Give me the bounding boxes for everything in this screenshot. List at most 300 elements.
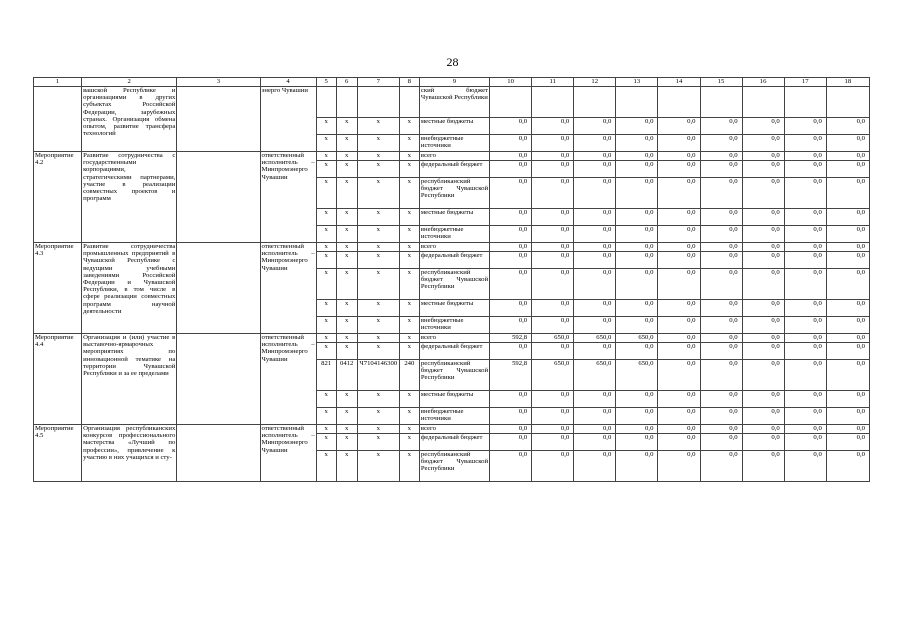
year-value-12: 0,0 bbox=[574, 300, 616, 317]
year-value-13: 0,0 bbox=[616, 451, 658, 482]
year-value-17: 0,0 bbox=[784, 434, 826, 451]
year-value-10: 0,0 bbox=[490, 391, 532, 408]
column-header-7: 7 bbox=[357, 78, 399, 87]
column-header-9: 9 bbox=[419, 78, 489, 87]
activity-description: Организация республиканских конкурсов профессионального мастерства «Лучший по профессии», привлечение к участию в них учащихся и сту- bbox=[82, 425, 177, 482]
funding-source: ский бюджет Чувашской Республики bbox=[419, 87, 489, 118]
expense-type-code: x bbox=[399, 408, 419, 425]
activity-label: Мероприятие 4.2 bbox=[34, 152, 82, 243]
table-row bbox=[34, 243, 870, 252]
column-header-15: 15 bbox=[700, 78, 742, 87]
year-value-16: 0,0 bbox=[742, 408, 784, 425]
grbs-code: x bbox=[316, 343, 336, 360]
target-article-code: x bbox=[357, 118, 399, 135]
year-value-18: 0,0 bbox=[826, 434, 869, 451]
year-value-10: 0,0 bbox=[490, 269, 532, 300]
year-value-15: 0,0 bbox=[700, 391, 742, 408]
column-header-16: 16 bbox=[742, 78, 784, 87]
expense-type-code: x bbox=[399, 317, 419, 334]
year-value-14: 0,0 bbox=[658, 317, 700, 334]
year-value-11: 0,0 bbox=[532, 152, 574, 161]
grbs-code: x bbox=[316, 252, 336, 269]
year-value-13: 650,0 bbox=[616, 334, 658, 343]
year-value-15: 0,0 bbox=[700, 343, 742, 360]
grbs-code: x bbox=[316, 209, 336, 226]
year-value-11: 650,0 bbox=[532, 334, 574, 343]
year-value-14: 0,0 bbox=[658, 252, 700, 269]
year-value-18: 0,0 bbox=[826, 118, 869, 135]
section-code: x bbox=[336, 226, 357, 243]
year-value-13: 0,0 bbox=[616, 178, 658, 209]
year-value-12: 0,0 bbox=[574, 118, 616, 135]
expense-type-code: x bbox=[399, 161, 419, 178]
year-value-15: 0,0 bbox=[700, 118, 742, 135]
target-article-code: x bbox=[357, 425, 399, 434]
expense-type-code: x bbox=[399, 152, 419, 161]
activity-description: Развитие сотрудничества промышленных предприятий в Чувашской Республике с ведущими учебными заведениями Российской Федерации и Чувашской Республики, в том числе в сфере реализации совместных программ научной деятельности bbox=[82, 243, 177, 334]
section-code: x bbox=[336, 252, 357, 269]
year-value-15: 0,0 bbox=[700, 178, 742, 209]
section-code: x bbox=[336, 118, 357, 135]
grbs-code bbox=[316, 87, 336, 118]
year-value-12: 0,0 bbox=[574, 451, 616, 482]
funding-source: всего bbox=[419, 152, 489, 161]
year-value-16: 0,0 bbox=[742, 252, 784, 269]
year-value-13: 0,0 bbox=[616, 243, 658, 252]
year-value-10: 0,0 bbox=[490, 434, 532, 451]
expense-type-code: x bbox=[399, 226, 419, 243]
year-value-15: 0,0 bbox=[700, 317, 742, 334]
year-value-18: 0,0 bbox=[826, 178, 869, 209]
funding-source: внебюджетные источники bbox=[419, 408, 489, 425]
year-value-18: 0,0 bbox=[826, 152, 869, 161]
year-value-15: 0,0 bbox=[700, 135, 742, 152]
grbs-code: x bbox=[316, 135, 336, 152]
section-code: x bbox=[336, 408, 357, 425]
column-header-3: 3 bbox=[177, 78, 260, 87]
expense-type-code: x bbox=[399, 252, 419, 269]
year-value-13: 0,0 bbox=[616, 161, 658, 178]
year-value-13: 650,0 bbox=[616, 360, 658, 391]
funding-source: республиканский бюджет Чувашской Республики bbox=[419, 451, 489, 482]
expense-type-code: x bbox=[399, 425, 419, 434]
year-value-14: 0,0 bbox=[658, 118, 700, 135]
funding-source: местные бюджеты bbox=[419, 391, 489, 408]
target-article-code: x bbox=[357, 408, 399, 425]
year-value-12: 0,0 bbox=[574, 391, 616, 408]
year-value-12: 0,0 bbox=[574, 269, 616, 300]
year-value-12 bbox=[574, 87, 616, 118]
year-value-11: 0,0 bbox=[532, 226, 574, 243]
column-header-11: 11 bbox=[532, 78, 574, 87]
section-code: x bbox=[336, 434, 357, 451]
funding-source: всего bbox=[419, 243, 489, 252]
section-code: x bbox=[336, 152, 357, 161]
year-value-10: 0,0 bbox=[490, 118, 532, 135]
column-header-13: 13 bbox=[616, 78, 658, 87]
year-value-11: 0,0 bbox=[532, 451, 574, 482]
year-value-18: 0,0 bbox=[826, 425, 869, 434]
year-value-11: 650,0 bbox=[532, 360, 574, 391]
year-value-17: 0,0 bbox=[784, 252, 826, 269]
year-value-13: 0,0 bbox=[616, 434, 658, 451]
grbs-code: x bbox=[316, 269, 336, 300]
year-value-18: 0,0 bbox=[826, 300, 869, 317]
year-value-18: 0,0 bbox=[826, 269, 869, 300]
year-value-13 bbox=[616, 87, 658, 118]
activity-description: Организация и (или) участие в выставочно-ярмарочных мероприятиях по инновационной тематике на территории Чувашской Республики и за ее пределами bbox=[82, 334, 177, 425]
year-value-15: 0,0 bbox=[700, 425, 742, 434]
year-value-12: 0,0 bbox=[574, 252, 616, 269]
year-value-16: 0,0 bbox=[742, 269, 784, 300]
year-value-15: 0,0 bbox=[700, 434, 742, 451]
expense-type-code bbox=[399, 87, 419, 118]
year-value-12: 0,0 bbox=[574, 243, 616, 252]
expense-type-code: x bbox=[399, 334, 419, 343]
target-article-code: x bbox=[357, 252, 399, 269]
year-value-10: 592,8 bbox=[490, 360, 532, 391]
year-value-17: 0,0 bbox=[784, 391, 826, 408]
year-value-18: 0,0 bbox=[826, 360, 869, 391]
year-value-14: 0,0 bbox=[658, 425, 700, 434]
grbs-code: x bbox=[316, 334, 336, 343]
year-value-12: 0,0 bbox=[574, 161, 616, 178]
year-value-16: 0,0 bbox=[742, 334, 784, 343]
section-code: x bbox=[336, 300, 357, 317]
year-value-12: 0,0 bbox=[574, 152, 616, 161]
year-value-18: 0,0 bbox=[826, 408, 869, 425]
section-code: x bbox=[336, 317, 357, 334]
section-code: x bbox=[336, 209, 357, 226]
funding-source: внебюджетные источники bbox=[419, 317, 489, 334]
responsible-executor: ответственный исполнитель – Минпромэнерго Чувашии bbox=[260, 334, 316, 425]
year-value-16: 0,0 bbox=[742, 135, 784, 152]
table-row bbox=[34, 152, 870, 161]
year-value-10: 0,0 bbox=[490, 451, 532, 482]
year-value-18: 0,0 bbox=[826, 451, 869, 482]
year-value-11: 0,0 bbox=[532, 161, 574, 178]
funding-source: федеральный бюджет bbox=[419, 252, 489, 269]
target-article-code: x bbox=[357, 334, 399, 343]
year-value-11: 0,0 bbox=[532, 343, 574, 360]
funding-source: федеральный бюджет bbox=[419, 343, 489, 360]
year-value-10: 592,8 bbox=[490, 334, 532, 343]
target-article-code: x bbox=[357, 269, 399, 300]
year-value-14: 0,0 bbox=[658, 360, 700, 391]
target-article-code: x bbox=[357, 243, 399, 252]
header-row bbox=[34, 78, 870, 87]
year-value-17: 0,0 bbox=[784, 209, 826, 226]
responsible-executor: энерго Чувашии bbox=[260, 87, 316, 152]
grbs-code: x bbox=[316, 152, 336, 161]
year-value-11: 0,0 bbox=[532, 269, 574, 300]
year-value-12: 0,0 bbox=[574, 425, 616, 434]
grbs-code: x bbox=[316, 226, 336, 243]
year-value-14: 0,0 bbox=[658, 269, 700, 300]
responsible-executor: ответственный исполнитель – Минпромэнерго Чувашии bbox=[260, 243, 316, 334]
year-value-11: 0,0 bbox=[532, 300, 574, 317]
participant-cell bbox=[177, 243, 260, 334]
year-value-13: 0,0 bbox=[616, 425, 658, 434]
year-value-16: 0,0 bbox=[742, 317, 784, 334]
year-value-11: 0,0 bbox=[532, 178, 574, 209]
participant-cell bbox=[177, 152, 260, 243]
expense-type-code: x bbox=[399, 434, 419, 451]
target-article-code: x bbox=[357, 226, 399, 243]
year-value-17: 0,0 bbox=[784, 243, 826, 252]
year-value-11: 0,0 bbox=[532, 391, 574, 408]
expense-type-code: x bbox=[399, 178, 419, 209]
year-value-15 bbox=[700, 87, 742, 118]
year-value-17: 0,0 bbox=[784, 425, 826, 434]
target-article-code: Ч7104146300 bbox=[357, 360, 399, 391]
section-code: x bbox=[336, 391, 357, 408]
year-value-15: 0,0 bbox=[700, 269, 742, 300]
expense-type-code: x bbox=[399, 118, 419, 135]
activity-label: Мероприятие 4.3 bbox=[34, 243, 82, 334]
year-value-13: 0,0 bbox=[616, 135, 658, 152]
year-value-15: 0,0 bbox=[700, 300, 742, 317]
year-value-11: 0,0 bbox=[532, 425, 574, 434]
year-value-14: 0,0 bbox=[658, 434, 700, 451]
year-value-12: 0,0 bbox=[574, 343, 616, 360]
year-value-10 bbox=[490, 87, 532, 118]
year-value-12: 650,0 bbox=[574, 360, 616, 391]
section-code: x bbox=[336, 243, 357, 252]
year-value-17 bbox=[784, 87, 826, 118]
budget-table bbox=[33, 77, 870, 482]
target-article-code: x bbox=[357, 161, 399, 178]
year-value-17: 0,0 bbox=[784, 178, 826, 209]
column-header-18: 18 bbox=[826, 78, 869, 87]
column-header-5: 5 bbox=[316, 78, 336, 87]
year-value-14: 0,0 bbox=[658, 135, 700, 152]
funding-source: внебюджетные источники bbox=[419, 135, 489, 152]
year-value-14: 0,0 bbox=[658, 161, 700, 178]
year-value-14: 0,0 bbox=[658, 334, 700, 343]
year-value-11: 0,0 bbox=[532, 317, 574, 334]
year-value-15: 0,0 bbox=[700, 152, 742, 161]
year-value-18: 0,0 bbox=[826, 135, 869, 152]
section-code: x bbox=[336, 135, 357, 152]
year-value-16: 0,0 bbox=[742, 243, 784, 252]
year-value-13: 0,0 bbox=[616, 209, 658, 226]
year-value-15: 0,0 bbox=[700, 451, 742, 482]
expense-type-code: x bbox=[399, 209, 419, 226]
year-value-12: 0,0 bbox=[574, 135, 616, 152]
year-value-11: 0,0 bbox=[532, 408, 574, 425]
year-value-16: 0,0 bbox=[742, 425, 784, 434]
table-row bbox=[34, 87, 870, 118]
expense-type-code: 240 bbox=[399, 360, 419, 391]
year-value-14: 0,0 bbox=[658, 391, 700, 408]
year-value-16: 0,0 bbox=[742, 434, 784, 451]
activity-label: Мероприятие 4.4 bbox=[34, 334, 82, 425]
funding-source: местные бюджеты bbox=[419, 118, 489, 135]
year-value-10: 0,0 bbox=[490, 425, 532, 434]
funding-source: внебюджетные источники bbox=[419, 226, 489, 243]
year-value-16: 0,0 bbox=[742, 178, 784, 209]
year-value-15: 0,0 bbox=[700, 243, 742, 252]
column-header-10: 10 bbox=[490, 78, 532, 87]
year-value-10: 0,0 bbox=[490, 317, 532, 334]
grbs-code: x bbox=[316, 161, 336, 178]
target-article-code: x bbox=[357, 391, 399, 408]
year-value-13: 0,0 bbox=[616, 226, 658, 243]
year-value-10: 0,0 bbox=[490, 209, 532, 226]
activity-label bbox=[34, 87, 82, 152]
year-value-12: 0,0 bbox=[574, 226, 616, 243]
year-value-14 bbox=[658, 87, 700, 118]
year-value-14: 0,0 bbox=[658, 209, 700, 226]
participant-cell bbox=[177, 334, 260, 425]
column-header-2: 2 bbox=[82, 78, 177, 87]
target-article-code bbox=[357, 87, 399, 118]
year-value-16: 0,0 bbox=[742, 152, 784, 161]
grbs-code: x bbox=[316, 317, 336, 334]
year-value-15: 0,0 bbox=[700, 408, 742, 425]
year-value-11: 0,0 bbox=[532, 243, 574, 252]
year-value-18: 0,0 bbox=[826, 209, 869, 226]
target-article-code: x bbox=[357, 209, 399, 226]
year-value-14: 0,0 bbox=[658, 226, 700, 243]
year-value-13: 0,0 bbox=[616, 152, 658, 161]
year-value-18: 0,0 bbox=[826, 161, 869, 178]
grbs-code: x bbox=[316, 434, 336, 451]
year-value-13: 0,0 bbox=[616, 252, 658, 269]
year-value-14: 0,0 bbox=[658, 152, 700, 161]
year-value-17: 0,0 bbox=[784, 135, 826, 152]
year-value-17: 0,0 bbox=[784, 408, 826, 425]
year-value-10: 0,0 bbox=[490, 343, 532, 360]
activity-description: вашской Республике и организациями в других субъектах Российской Федерации, зарубежных странах. Организация обмена опытом, развитие трансфера технологий bbox=[82, 87, 177, 152]
target-article-code: x bbox=[357, 135, 399, 152]
funding-source: всего bbox=[419, 334, 489, 343]
year-value-14: 0,0 bbox=[658, 243, 700, 252]
year-value-10: 0,0 bbox=[490, 243, 532, 252]
section-code: x bbox=[336, 425, 357, 434]
expense-type-code: x bbox=[399, 300, 419, 317]
year-value-10: 0,0 bbox=[490, 152, 532, 161]
year-value-16 bbox=[742, 87, 784, 118]
year-value-17: 0,0 bbox=[784, 226, 826, 243]
expense-type-code: x bbox=[399, 451, 419, 482]
grbs-code: x bbox=[316, 408, 336, 425]
year-value-10: 0,0 bbox=[490, 252, 532, 269]
year-value-10: 0,0 bbox=[490, 135, 532, 152]
year-value-12: 0,0 bbox=[574, 434, 616, 451]
funding-source: республиканский бюджет Чувашской Республики bbox=[419, 178, 489, 209]
target-article-code: x bbox=[357, 343, 399, 360]
year-value-16: 0,0 bbox=[742, 451, 784, 482]
expense-type-code: x bbox=[399, 135, 419, 152]
year-value-14: 0,0 bbox=[658, 451, 700, 482]
funding-source: местные бюджеты bbox=[419, 209, 489, 226]
section-code: x bbox=[336, 451, 357, 482]
year-value-18: 0,0 bbox=[826, 343, 869, 360]
year-value-18: 0,0 bbox=[826, 391, 869, 408]
column-header-6: 6 bbox=[336, 78, 357, 87]
funding-source: федеральный бюджет bbox=[419, 434, 489, 451]
year-value-10: 0,0 bbox=[490, 408, 532, 425]
responsible-executor: ответственный исполнитель – Минпромэнерго Чувашии bbox=[260, 425, 316, 482]
target-article-code: x bbox=[357, 178, 399, 209]
responsible-executor: ответственный исполнитель – Минпромэнерго Чувашии bbox=[260, 152, 316, 243]
year-value-15: 0,0 bbox=[700, 226, 742, 243]
year-value-18: 0,0 bbox=[826, 317, 869, 334]
target-article-code: x bbox=[357, 434, 399, 451]
year-value-15: 0,0 bbox=[700, 360, 742, 391]
grbs-code: x bbox=[316, 425, 336, 434]
section-code: x bbox=[336, 178, 357, 209]
year-value-17: 0,0 bbox=[784, 269, 826, 300]
page-number: 28 bbox=[446, 55, 459, 69]
grbs-code: 821 bbox=[316, 360, 336, 391]
column-header-8: 8 bbox=[399, 78, 419, 87]
column-header-12: 12 bbox=[574, 78, 616, 87]
year-value-17: 0,0 bbox=[784, 300, 826, 317]
table-row bbox=[34, 425, 870, 434]
year-value-10: 0,0 bbox=[490, 300, 532, 317]
year-value-14: 0,0 bbox=[658, 178, 700, 209]
year-value-11: 0,0 bbox=[532, 252, 574, 269]
target-article-code: x bbox=[357, 300, 399, 317]
year-value-12: 0,0 bbox=[574, 209, 616, 226]
expense-type-code: x bbox=[399, 391, 419, 408]
funding-source: республиканский бюджет Чувашской Республики bbox=[419, 360, 489, 391]
year-value-16: 0,0 bbox=[742, 391, 784, 408]
funding-source: федеральный бюджет bbox=[419, 161, 489, 178]
year-value-16: 0,0 bbox=[742, 343, 784, 360]
section-code: x bbox=[336, 269, 357, 300]
year-value-17: 0,0 bbox=[784, 334, 826, 343]
year-value-16: 0,0 bbox=[742, 226, 784, 243]
table-row bbox=[34, 334, 870, 343]
year-value-13: 0,0 bbox=[616, 118, 658, 135]
year-value-12: 0,0 bbox=[574, 178, 616, 209]
year-value-14: 0,0 bbox=[658, 408, 700, 425]
section-code: 0412 bbox=[336, 360, 357, 391]
year-value-18: 0,0 bbox=[826, 243, 869, 252]
year-value-17: 0,0 bbox=[784, 343, 826, 360]
funding-source: местные бюджеты bbox=[419, 300, 489, 317]
grbs-code: x bbox=[316, 243, 336, 252]
section-code: x bbox=[336, 161, 357, 178]
year-value-18: 0,0 bbox=[826, 252, 869, 269]
year-value-16: 0,0 bbox=[742, 161, 784, 178]
year-value-18 bbox=[826, 87, 869, 118]
year-value-16: 0,0 bbox=[742, 360, 784, 391]
year-value-12: 650,0 bbox=[574, 334, 616, 343]
year-value-16: 0,0 bbox=[742, 300, 784, 317]
grbs-code: x bbox=[316, 118, 336, 135]
year-value-14: 0,0 bbox=[658, 343, 700, 360]
year-value-18: 0,0 bbox=[826, 334, 869, 343]
year-value-12: 0,0 bbox=[574, 408, 616, 425]
year-value-13: 0,0 bbox=[616, 300, 658, 317]
year-value-15: 0,0 bbox=[700, 252, 742, 269]
year-value-11: 0,0 bbox=[532, 118, 574, 135]
column-header-14: 14 bbox=[658, 78, 700, 87]
activity-label: Мероприятие 4.5 bbox=[34, 425, 82, 482]
year-value-11: 0,0 bbox=[532, 209, 574, 226]
year-value-15: 0,0 bbox=[700, 209, 742, 226]
year-value-13: 0,0 bbox=[616, 391, 658, 408]
year-value-13: 0,0 bbox=[616, 343, 658, 360]
year-value-13: 0,0 bbox=[616, 408, 658, 425]
year-value-11: 0,0 bbox=[532, 135, 574, 152]
target-article-code: x bbox=[357, 317, 399, 334]
